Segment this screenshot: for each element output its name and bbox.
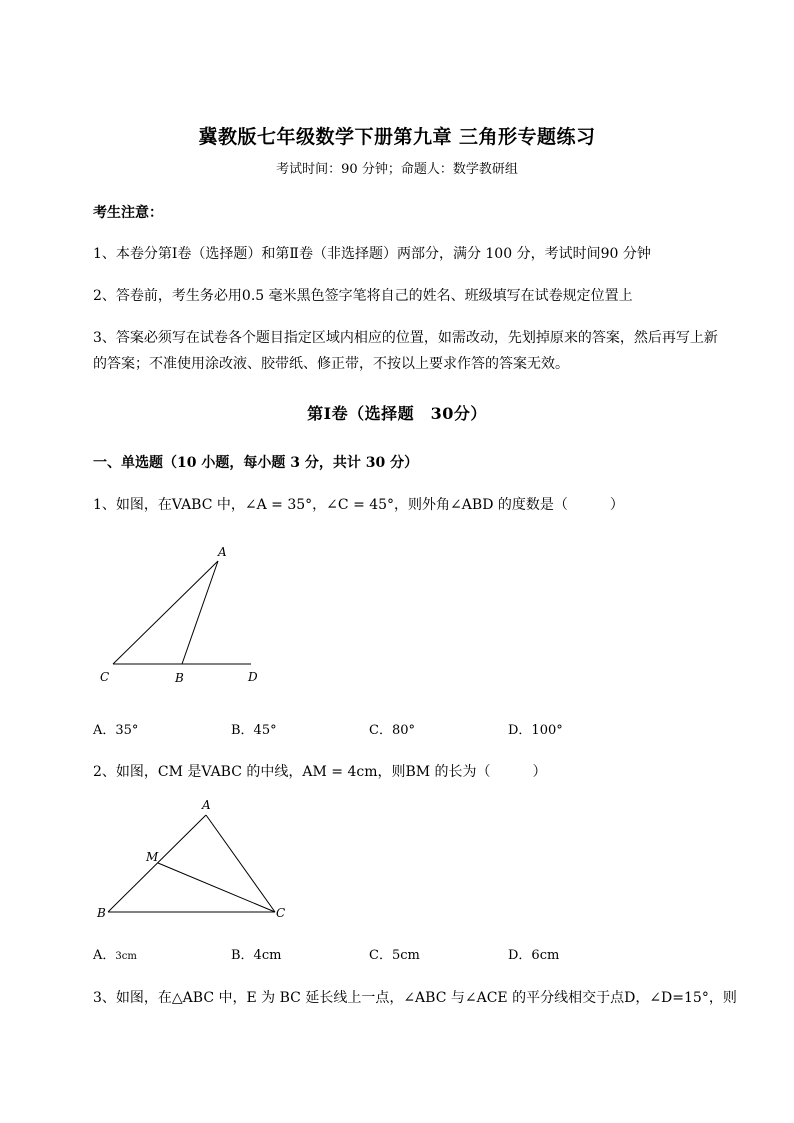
label-a-2: A <box>202 798 211 812</box>
notice-item-2: 2、答卷前，考生务必用0.5 毫米黑色签字笔将自己的姓名、班级填写在试卷规定位置上 <box>93 288 633 304</box>
section-title: 第Ⅰ卷（选择题 30分） <box>307 404 487 423</box>
page-title: 冀教版七年级数学下册第九章 三角形专题练习 <box>198 126 596 148</box>
segment-ab <box>182 561 218 664</box>
question-1-text: 1、如图，在VABC 中，∠A = 35°，∠C = 45°，则外角∠ABD 的度数是（ ） <box>93 497 624 513</box>
label-b-2: B <box>97 906 106 920</box>
question-1-option-b[interactable]: B．45° <box>231 723 277 738</box>
question-1-option-a[interactable]: A．35° <box>93 723 139 738</box>
label-c: C <box>100 670 110 684</box>
notice-item-3-line-2: 的答案；不准使用涂改液、胶带纸、修正带，不按以上要求作答的答案无效。 <box>93 356 569 372</box>
option-a-label: A． <box>93 948 116 963</box>
label-m: M <box>146 850 159 864</box>
question-2-text: 2、如图，CM 是VABC 的中线，AM = 4cm，则BM 的长为（ ） <box>93 764 547 780</box>
part-heading: 一、单选题（10 小题，每小题 3 分，共计 30 分） <box>93 455 419 471</box>
label-d: D <box>248 670 258 684</box>
question-1-option-c[interactable]: C．80° <box>369 723 415 738</box>
question-2-option-a[interactable] <box>93 944 137 963</box>
label-b: B <box>175 671 184 685</box>
option-a-value: 3cm <box>115 951 137 962</box>
notice-item-3-line-1: 3、答案必须写在试卷各个题目指定区域内相应的位置，如需改动，先划掉原来的答案，然后再写上新 <box>93 330 718 346</box>
label-a: A <box>218 545 227 559</box>
notice-item-1: 1、本卷分第Ⅰ卷（选择题）和第Ⅱ卷（非选择题）两部分，满分 100 分，考试时间90 分钟 <box>93 246 651 262</box>
question-2-option-d[interactable]: D．6cm <box>508 948 560 963</box>
question-1-option-d[interactable]: D．100° <box>508 723 563 738</box>
notice-heading: 考生注意： <box>93 205 163 221</box>
question-2-option-b[interactable]: B．4cm <box>231 948 282 963</box>
question-2-option-c[interactable]: C．5cm <box>369 948 420 963</box>
label-c-2: C <box>276 906 286 920</box>
question-3-text: 3、如图，在△ABC 中，E 为 BC 延长线上一点，∠ABC 与∠ACE 的平分线相交于点D，∠D=15°，则 <box>93 990 737 1006</box>
exam-info: 考试时间：90 分钟；命题人：数学教研组 <box>276 162 518 177</box>
segment-ca <box>113 561 218 664</box>
